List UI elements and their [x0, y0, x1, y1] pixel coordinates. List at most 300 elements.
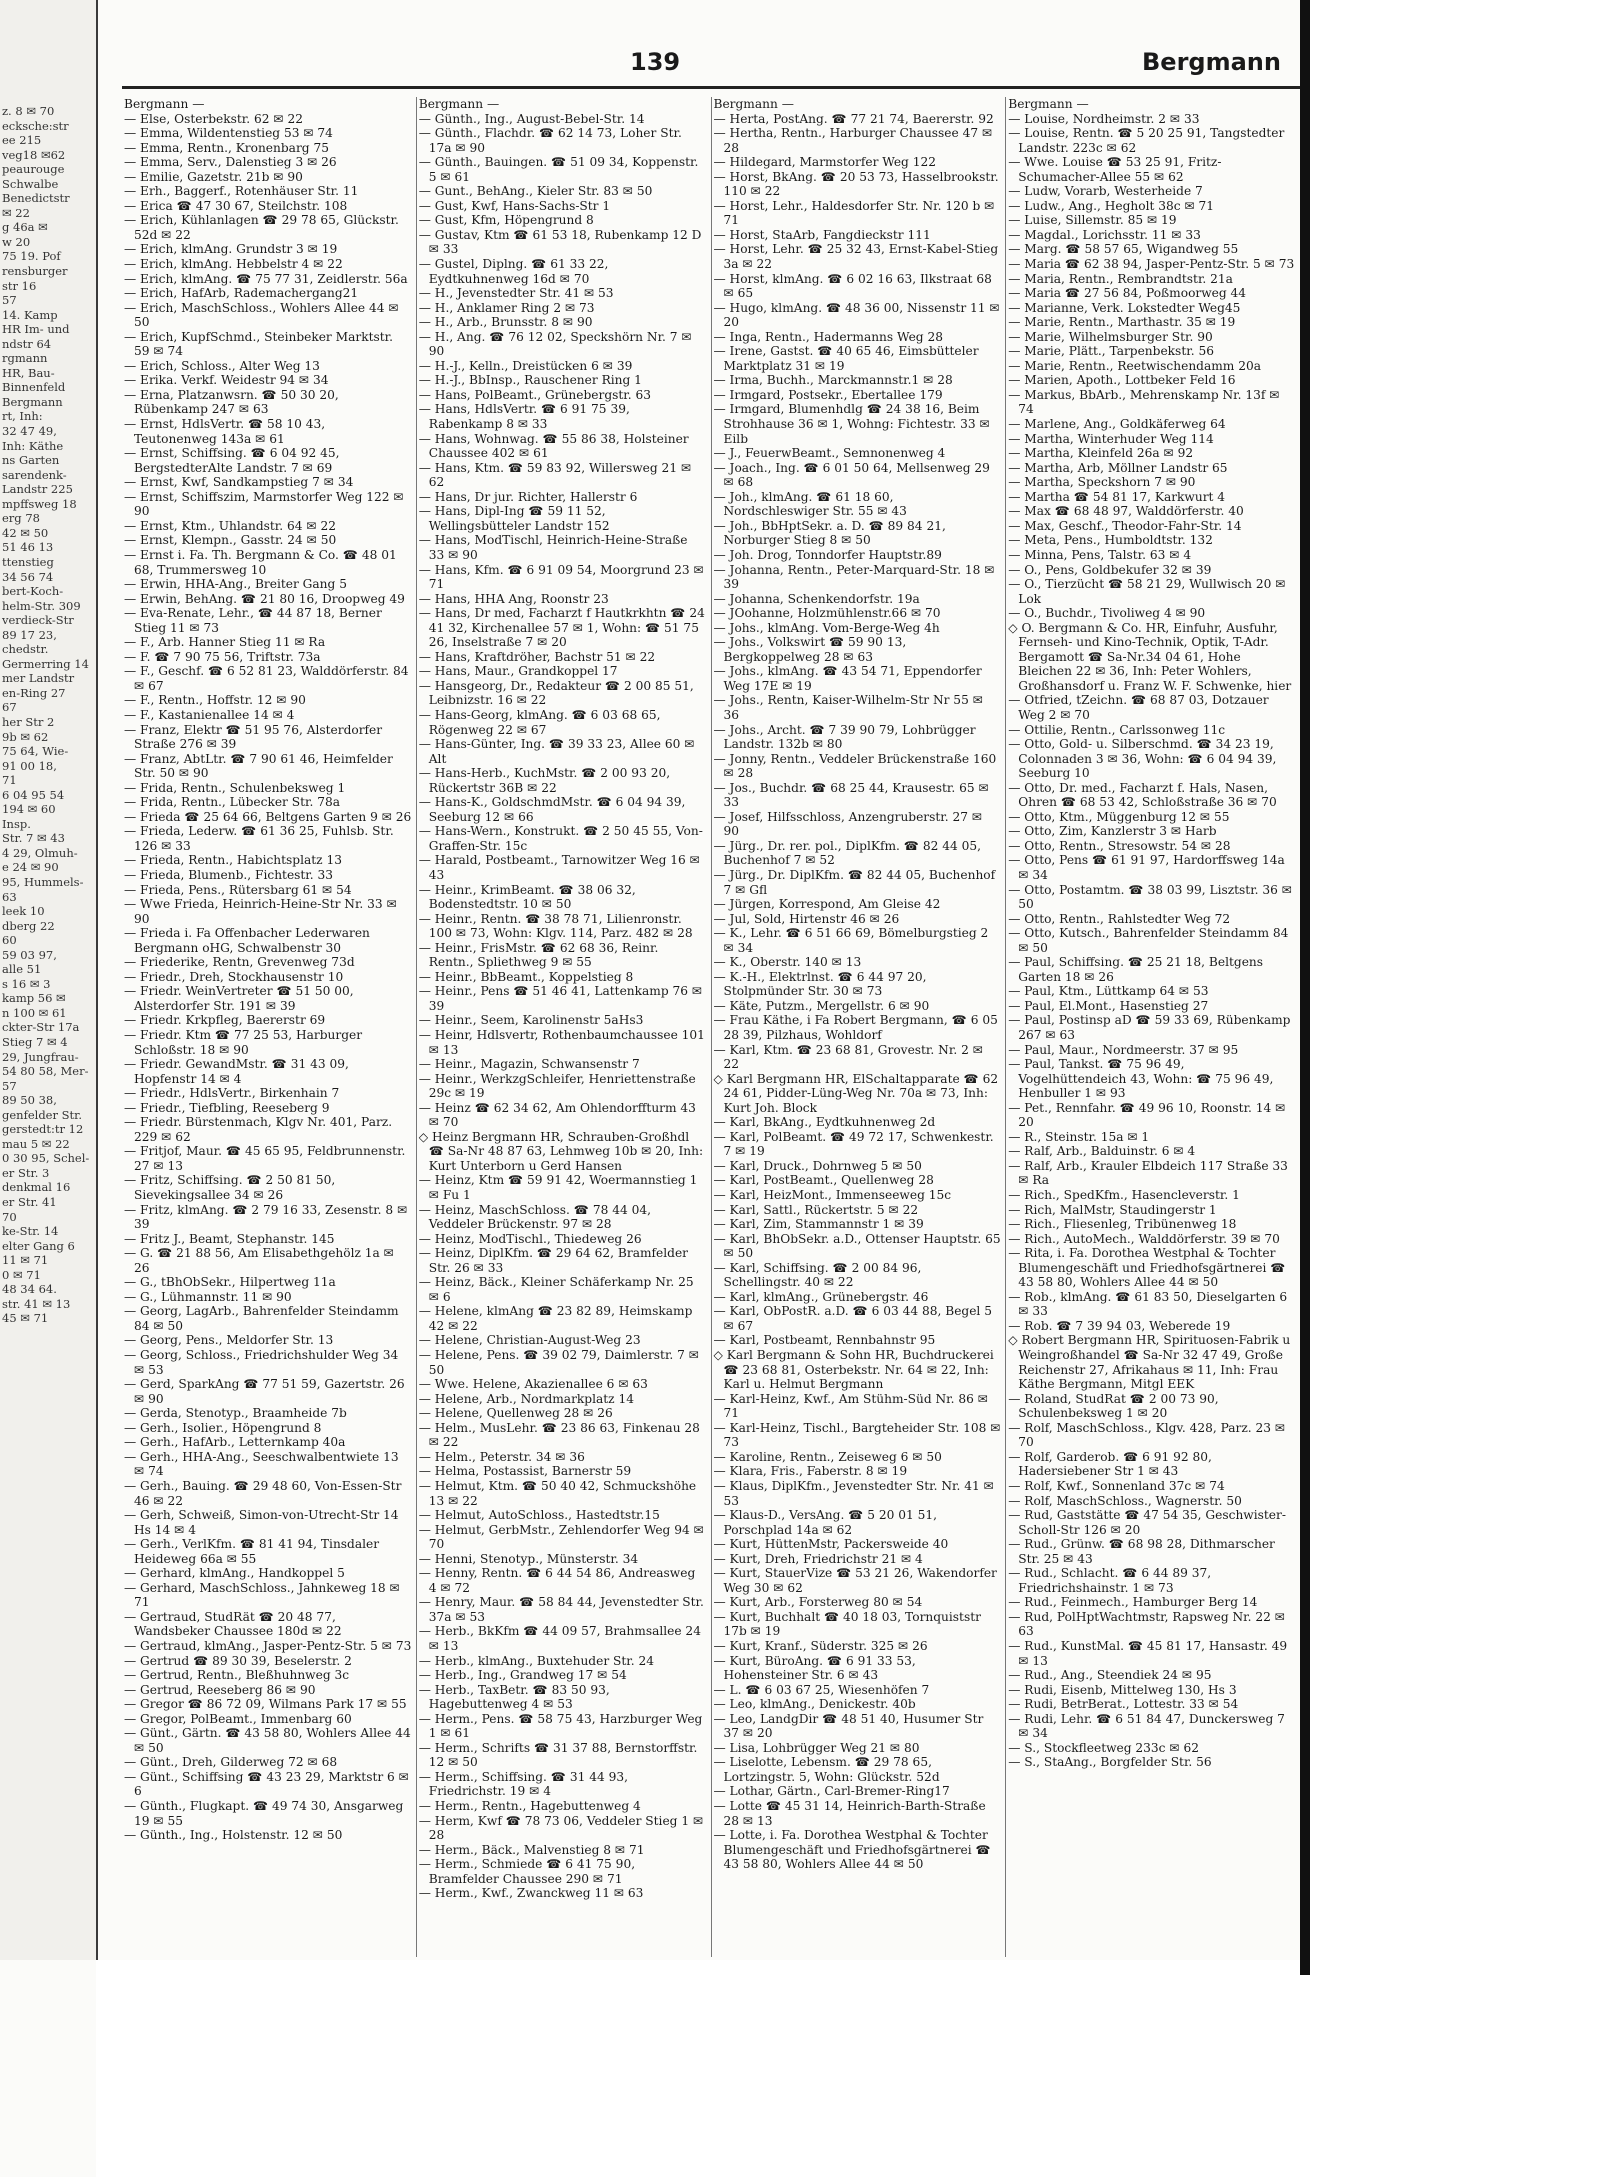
page-edge-bar: [1300, 0, 1310, 1975]
gutter-text-line: ns Garten: [2, 453, 60, 468]
directory-entry: — Gust, Kwf, Hans-Sachs-Str 1: [418, 198, 611, 213]
directory-entry: — Rolf, MaschSchloss., Klgv. 428, Parz. 23 ✉ 70: [1008, 1420, 1286, 1450]
directory-entry: — Marie, Rentn., Marthastr. 35 ✉ 19: [1008, 315, 1236, 330]
directory-entry: — Klaus-D., VersAng. ☎ 5 20 01 51, Porschplad 14a ✉ 62: [713, 1508, 938, 1537]
directory-entry: — G. ☎ 21 88 56, Am Elisabethgehölz 1a ✉ 26: [124, 1246, 394, 1275]
directory-entry: — Karl, ObPostR. a.D. ☎ 6 03 44 88, Begel 5 ✉ 67: [713, 1304, 992, 1333]
directory-entry: — G., Lühmannstr. 11 ✉ 90: [124, 1289, 292, 1304]
directory-entry: — Martha, Speckshorn 7 ✉ 90: [1008, 475, 1196, 490]
directory-entry: — Erh., Baggerf., Rotenhäuser Str. 11: [124, 184, 359, 199]
gutter-text-line: 95, Hummels-: [2, 874, 84, 889]
directory-entry: — Lothar, Gärtn., Carl-Bremer-Ring17: [713, 1784, 950, 1799]
gutter-text-line: 6 04 95 54: [2, 787, 65, 802]
directory-entry: — S., StaAng., Borgfelder Str. 56: [1008, 1755, 1212, 1770]
gutter-text-line: str 16: [2, 278, 37, 293]
directory-entry: — Otto, Zim, Kanzlerstr 3 ✉ Harb: [1008, 824, 1217, 839]
directory-entry: — Herm., Pens. ☎ 58 75 43, Harzburger Weg 1 ✉ 61: [418, 1711, 703, 1741]
directory-entry: — Heinz, Ktm ☎ 59 91 42, Woermannstieg 1 ✉ Fu 1: [418, 1173, 698, 1203]
directory-entry: — Erich, klmAng. ☎ 75 77 31, Zeidlerstr. 56a: [124, 271, 408, 286]
directory-entry: — Maria, Rentn., Rembrandtstr. 21a: [1008, 271, 1233, 286]
directory-entry: — Erich, klmAng. Hebbelstr 4 ✉ 22: [124, 257, 343, 272]
directory-entry: — Karl-Heinz, Kwf., Am Stühm-Süd Nr. 86 ✉ 71: [713, 1391, 988, 1421]
directory-entry: — Heinz, MaschSchloss. ☎ 78 44 04, Veddeler Brückenstr. 97 ✉ 28: [418, 1202, 651, 1232]
directory-entry: — Ralf, Arb., Krauler Elbdeich 117 Straße 33 ✉ Ra: [1008, 1158, 1288, 1188]
gutter-text-line: 42 ✉ 50: [2, 525, 49, 540]
gutter-text-line: ecksche:str: [2, 118, 69, 133]
gutter-text-line: sarendenk-: [2, 467, 67, 482]
gutter-text-line: 9b ✉ 62: [2, 729, 49, 744]
directory-entry: — Hans, ModTischl, Heinrich-Heine-Straße 33 ✉ 90: [418, 533, 688, 562]
directory-entry: — Frieda i. Fa Offenbacher Lederwaren Bergmann oHG, Schwalbenstr 30: [124, 926, 370, 955]
gutter-text-line: kamp 56 ✉: [2, 991, 66, 1006]
directory-entry: — Marie, Rentn., Reetwischendamm 20a: [1008, 358, 1261, 373]
directory-entry: — Helma, Postassist, Barnerstr 59: [418, 1464, 632, 1479]
directory-entry: — Gertrud, Reeseberg 86 ✉ 90: [124, 1682, 316, 1697]
gutter-text-line: 59 03 97,: [2, 947, 57, 962]
gutter-text-line: 34 56 74: [2, 569, 54, 584]
directory-entry: — Helene, Pens. ☎ 39 02 79, Daimlerstr. 7 ✉ 50: [418, 1348, 700, 1377]
directory-entry: — Hans, Dipl-Ing ☎ 59 11 52, Wellingsbütteler Landstr 152: [418, 504, 610, 533]
gutter-text-line: her Str 2: [2, 714, 55, 729]
directory-entry: — Günth., Ing., August-Bebel-Str. 14: [418, 111, 645, 126]
directory-entry: — Paul, Ktm., Lüttkamp 64 ✉ 53: [1008, 984, 1209, 999]
column-header: Bergmann —: [713, 97, 794, 111]
column-1: [122, 97, 416, 1957]
directory-entry: — Ernst, Schiffszim, Marmstorfer Weg 122 ✉ 90: [124, 489, 404, 519]
directory-entry: — Hans, HdlsVertr. ☎ 6 91 75 39, Rabenkamp 8 ✉ 33: [418, 402, 630, 432]
page-bottom-margin: [96, 1960, 1300, 2177]
directory-entry: — Rich., Fliesenleg, Tribünenweg 18: [1008, 1217, 1237, 1232]
directory-entry: — Henni, Stenotyp., Münsterstr. 34: [418, 1551, 639, 1566]
directory-entry: — Erika. Verkf. Weidestr 94 ✉ 34: [124, 373, 329, 388]
directory-entry: — Erich, klmAng. Grundstr 3 ✉ 19: [124, 242, 338, 257]
directory-entry: — Wwe Frieda, Heinrich-Heine-Str Nr. 33 ✉ 90: [124, 897, 397, 926]
directory-entry: — Herm., Rentn., Hagebuttenweg 4: [418, 1798, 641, 1813]
directory-entry: — Rich, MalMstr, Staudingerstr 1: [1008, 1202, 1217, 1217]
directory-entry: — Joh., klmAng. ☎ 61 18 60, Nordschleswiger Str. 55 ✉ 43: [713, 489, 907, 519]
header-rule: [122, 86, 1300, 89]
directory-entry: — Jos., Buchdr. ☎ 68 25 44, Krausestr. 65 ✉ 33: [713, 780, 989, 810]
gutter-text-line: mau 5 ✉ 22: [2, 1136, 70, 1151]
gutter-text-line: denkmal 16: [2, 1180, 71, 1195]
directory-entry: — Erna, Platzanwsrn. ☎ 50 30 20, Rübenkamp 247 ✉ 63: [124, 387, 339, 417]
directory-entry: — H., Anklamer Ring 2 ✉ 73: [418, 300, 595, 315]
directory-entry: — K.-H., Elektrlnst. ☎ 6 44 97 20, Stolpmünder Str. 30 ✉ 73: [713, 969, 927, 999]
directory-entry: — Rolf, Kwf., Sonnenland 37c ✉ 74: [1008, 1478, 1225, 1493]
directory-entry: — Kurt, HüttenMstr, Packersweide 40: [713, 1537, 949, 1552]
directory-entry: — Ernst, Klempn., Gasstr. 24 ✉ 50: [124, 533, 337, 548]
directory-entry: — Hans-Günter, Ing. ☎ 39 33 23, Allee 60 ✉ Alt: [418, 737, 695, 766]
directory-entry: — Erica ☎ 47 30 67, Steilchstr. 108: [124, 198, 348, 213]
gutter-text-line: 194 ✉ 60: [2, 802, 56, 817]
gutter-text-line: Germerring 14: [2, 656, 89, 671]
directory-entry: — Herb., klmAng., Buxtehuder Str. 24: [418, 1653, 655, 1668]
directory-entry: — Erich, HafArb, Rademachergang21: [124, 286, 359, 301]
directory-entry: — Frieda, Blumenb., Fichtestr. 33: [124, 867, 334, 882]
gutter-text-line: 51 46 13: [2, 540, 54, 555]
gutter-text-line: ✉ 22: [2, 205, 30, 220]
directory-entry: — Jürgen, Korrespond, Am Gleise 42: [713, 897, 941, 912]
directory-entry: — Joh. Drog, Tonndorfer Hauptstr.89: [713, 547, 942, 562]
directory-entry: — Heinr., Rentn. ☎ 38 78 71, Lilienronstr. 100 ✉ 73, Wohn: Klgv. 114, Parz. 482 ✉ 28: [418, 911, 693, 941]
directory-entry: — Rolf, MaschSchloss., Wagnerstr. 50: [1008, 1493, 1242, 1508]
gutter-text-line: genfelder Str.: [2, 1107, 83, 1122]
column-3: [712, 97, 1006, 1957]
directory-entry: — Marie, Wilhelmsburger Str. 90: [1008, 329, 1213, 344]
directory-entry: — Herm., Schiffsing. ☎ 31 44 93, Friedrichstr. 19 ✉ 4: [418, 1769, 628, 1799]
column-header: Bergmann —: [124, 97, 205, 111]
gutter-text-line: 0 ✉ 71: [2, 1267, 41, 1282]
gutter-text-line: en-Ring 27: [2, 685, 66, 700]
directory-entry: — Karl, klmAng., Grünebergstr. 46: [713, 1289, 929, 1304]
directory-entry: — Helm., MusLehr. ☎ 23 86 63, Finkenau 28 ✉ 22: [418, 1420, 700, 1450]
directory-entry: — Karl, BhObSekr. a.D., Ottenser Hauptstr. 65 ✉ 50: [713, 1231, 1001, 1261]
directory-entry: — Franz, AbtLtr. ☎ 7 90 61 46, Heimfelder Str. 50 ✉ 90: [124, 751, 393, 781]
directory-entry: — Gerh., Bauing. ☎ 29 48 60, Von-Essen-Str 46 ✉ 22: [124, 1478, 402, 1508]
directory-entry: — Gerd, SparkAng ☎ 77 51 59, Gazertstr. 26 ✉ 90: [124, 1377, 405, 1406]
directory-entry: — Hans-Herb., KuchMstr. ☎ 2 00 93 20, Rückertstr 36B ✉ 22: [418, 766, 671, 795]
directory-entry: — J., FeuerwBeamt., Semnonenweg 4: [713, 446, 946, 461]
directory-entry: — Minna, Pens, Talstr. 63 ✉ 4: [1008, 547, 1192, 562]
directory-entry: — Otto, Gold- u. Silberschmd. ☎ 34 23 19, Colonnaden 3 ✉ 36, Wohn: ☎ 6 04 94 39, Seeburg 10: [1008, 737, 1277, 781]
directory-entry: — Gregor, PolBeamt., Immenbarg 60: [124, 1711, 352, 1726]
gutter-text-line: z. 8 ✉ 70: [2, 104, 55, 118]
gutter-text-line: g 46a ✉: [2, 220, 48, 235]
directory-entry: — Helmut, GerbMstr., Zehlendorfer Weg 94 ✉ 70: [418, 1522, 704, 1552]
directory-entry: — Ottilie, Rentn., Carlssonweg 11c: [1008, 722, 1226, 737]
directory-entry: — Max, Geschf., Theodor-Fahr-Str. 14: [1008, 518, 1242, 533]
gutter-text-line: ndstr 64: [2, 336, 52, 351]
directory-entry: — K., Lehr. ☎ 6 51 66 69, Bömelburgstieg 2 ✉ 34: [713, 926, 989, 955]
directory-entry: — Henny, Rentn. ☎ 6 44 54 86, Andreasweg 4 ✉ 72: [418, 1566, 696, 1595]
directory-entry: — Inga, Rentn., Hadermanns Weg 28: [713, 329, 943, 344]
gutter-text-line: w 20: [2, 234, 31, 249]
directory-entry: — Emma, Serv., Dalenstieg 3 ✉ 26: [124, 155, 337, 170]
directory-entry: — Emilie, Gazetstr. 21b ✉ 90: [124, 169, 303, 184]
directory-entry: — Heinr., Seem, Karolinenstr 5aHs3: [418, 1013, 644, 1028]
directory-entry: — Günth., Flugkapt. ☎ 49 74 30, Ansgarweg 19 ✉ 55: [124, 1798, 404, 1828]
directory-entry: — Horst, klmAng. ☎ 6 02 16 63, Ilkstraat 68 ✉ 65: [713, 271, 992, 301]
gutter-text-line: rgmann: [2, 351, 48, 366]
directory-entry: — F. ☎ 7 90 75 56, Triftstr. 73a: [124, 649, 321, 664]
gutter-text-line: er Str. 3: [2, 1165, 50, 1180]
directory-entry: — L. ☎ 6 03 67 25, Wiesenhöfen 7: [713, 1682, 930, 1697]
directory-entry: — Helene, Christian-August-Weg 23: [418, 1333, 641, 1348]
directory-entry: — Hugo, klmAng. ☎ 48 36 00, Nissenstr 11 ✉ 20: [713, 300, 1000, 330]
directory-entry: ◇ O. Bergmann & Co. HR, Einfuhr, Ausfuhr, Fernseh- und Kino-Technik, Optik, T-Adr. Bergamott ☎ Sa-Nr.34 04 61, Hohe Bleichen 22 ✉ 36, Inh: Peter Wohlers, Großhansdorf u. Franz W. F. Schwenke, hier: [1008, 620, 1292, 693]
directory-entry: — Henry, Maur. ☎ 58 84 44, Jevenstedter Str. 37a ✉ 53: [418, 1595, 704, 1624]
directory-entry: — Max ☎ 68 48 97, Walddörferstr. 40: [1008, 504, 1244, 519]
directory-entry: — Gust, Kfm, Höpengrund 8: [418, 213, 594, 228]
directory-entry: — Georg, Pens., Meldorfer Str. 13: [124, 1333, 334, 1348]
directory-entry: — Leo, LandgDir ☎ 48 51 40, Husumer Str 37 ✉ 20: [713, 1711, 984, 1741]
gutter-text-line: rensburger: [2, 264, 68, 279]
directory-entry: — Rudi, Eisenb, Mittelweg 130, Hs 3: [1008, 1682, 1237, 1697]
gutter-text-line: veg18 ✉62: [2, 147, 66, 162]
gutter-text-line: peaurouge: [2, 162, 65, 177]
directory-entry: — Irma, Buchh., Marckmannstr.1 ✉ 28: [713, 373, 953, 388]
gutter-text-line: ckter-Str 17a: [2, 1020, 80, 1035]
directory-entry: — Gertraud, klmAng., Jasper-Pentz-Str. 5 ✉ 73: [124, 1638, 412, 1653]
directory-entry: ◇ Karl Bergmann HR, ElSchaltapparate ☎ 62 24 61, Pidder-Lüng-Weg Nr. 70a ✉ 73, Inh: Kurt Joh. Block: [713, 1071, 999, 1115]
directory-entry: — O., Tierzücht ☎ 58 21 29, Wullwisch 20 ✉ Lok: [1008, 577, 1286, 606]
directory-entry: — Liselotte, Lebensm. ☎ 29 78 65, Lortzingstr. 5, Wohn: Glückstr. 52d: [713, 1755, 940, 1784]
directory-entry: — Karoline, Rentn., Zeiseweg 6 ✉ 50: [713, 1449, 942, 1464]
directory-entry: — Irmgard, Blumenhdlg ☎ 24 38 16, Beim Strohhause 36 ✉ 1, Wohng: Fichtestr. 33 ✉ Eilb: [713, 402, 990, 446]
directory-entry: — K., Oberstr. 140 ✉ 13: [713, 955, 862, 970]
directory-entry: — O., Buchdr., Tivoliweg 4 ✉ 90: [1008, 606, 1206, 621]
directory-entry: — Herta, PostAng. ☎ 77 21 74, Baererstr. 92: [713, 111, 994, 126]
directory-entry: — Heinr., WerkzgSchleifer, Henriettenstraße 29c ✉ 19: [418, 1071, 696, 1101]
gutter-text-line: 63: [2, 889, 17, 904]
directory-entry: — Ernst, Ktm., Uhlandstr. 64 ✉ 22: [124, 518, 337, 533]
gutter-text-line: Bergmann: [2, 394, 63, 409]
directory-entry: — Helmut, AutoSchloss., Hastedtstr.15: [418, 1508, 660, 1523]
directory-entry: — Johs., klmAng. Vom-Berge-Weg 4h: [713, 620, 940, 635]
directory-entry: — Johs., Volkswirt ☎ 59 90 13, Bergkoppelweg 28 ✉ 63: [713, 635, 907, 664]
directory-entry: — Gertrud ☎ 89 30 39, Beselerstr. 2: [124, 1653, 352, 1668]
gutter-text-line: er Str. 41: [2, 1195, 57, 1210]
directory-entry: — Karl, Sattl., Rückertstr. 5 ✉ 22: [713, 1202, 919, 1217]
directory-entry: — Karl, Zim, Stammannstr 1 ✉ 39: [713, 1217, 924, 1232]
directory-entry: — R., Steinstr. 15a ✉ 1: [1008, 1129, 1150, 1144]
directory-entry: — Magdal., Lorichsstr. 11 ✉ 33: [1008, 227, 1201, 242]
directory-entry: — Ernst i. Fa. Th. Bergmann & Co. ☎ 48 01 68, Trummersweg 10: [124, 547, 397, 577]
directory-entry: — Maria ☎ 62 38 94, Jasper-Pentz-Str. 5 ✉ 73: [1008, 257, 1295, 272]
directory-entry: — Irene, Gastst. ☎ 40 65 46, Eimsbütteler Marktplatz 31 ✉ 19: [713, 344, 979, 373]
gutter-text-line: chedstr.: [2, 642, 49, 657]
directory-entry: — Martha, Winterhuder Weg 114: [1008, 431, 1214, 446]
directory-entry: — Kurt, Dreh, Friedrichstr 21 ✉ 4: [713, 1551, 923, 1566]
directory-entry: — Joach., Ing. ☎ 6 01 50 64, Mellsenweg 29 ✉ 68: [713, 460, 990, 490]
directory-entry: — Heinr., Magazin, Schwansenstr 7: [418, 1057, 640, 1072]
directory-entry: — Paul, Postinsp aD ☎ 59 33 69, Rübenkamp 267 ✉ 63: [1008, 1013, 1291, 1042]
directory-entry: — Erich, Kühlanlagen ☎ 29 78 65, Glückstr. 52d ✉ 22: [124, 213, 399, 242]
gutter-text-line: 57: [2, 293, 17, 308]
directory-entry: — Martha, Arb, Möllner Landstr 65: [1008, 460, 1228, 475]
directory-entry: — Herm., Kwf., Zwanckweg 11 ✉ 63: [418, 1886, 644, 1901]
directory-entry: ◇ Karl Bergmann & Sohn HR, Buchdruckerei ☎ 23 68 81, Osterbekstr. Nr. 64 ✉ 22, Inh: Karl u. Helmut Bergmann: [713, 1348, 994, 1392]
gutter-text-line: 4 29, Olmuh-: [2, 845, 78, 860]
directory-entry: — Karl-Heinz, Tischl., Bargteheider Str. 108 ✉ 73: [713, 1420, 1001, 1450]
directory-entry: — Klara, Fris., Faberstr. 8 ✉ 19: [713, 1464, 908, 1479]
directory-entry: — Lisa, Lohbrügger Weg 21 ✉ 80: [713, 1740, 920, 1755]
directory-entry: — Rud, Gaststätte ☎ 47 54 35, Geschwister-Scholl-Str 126 ✉ 20: [1008, 1508, 1286, 1537]
directory-entry: — Paul, Maur., Nordmeerstr. 37 ✉ 95: [1008, 1042, 1239, 1057]
directory-entry: — Gunt., BehAng., Kieler Str. 83 ✉ 50: [418, 184, 653, 199]
running-head: Bergmann: [1142, 48, 1281, 76]
directory-entry: — Hans, Kfm. ☎ 6 91 09 54, Moorgrund 23 ✉ 71: [418, 562, 704, 592]
directory-entry: — Gregor ☎ 86 72 09, Wilmans Park 17 ✉ 55: [124, 1697, 407, 1712]
directory-entry: — Johs., Archt. ☎ 7 39 90 79, Lohbrügger Landstr. 132b ✉ 80: [713, 722, 976, 752]
directory-entry: — Hans-Wern., Konstrukt. ☎ 2 50 45 55, Von-Graffen-Str. 15c: [418, 824, 703, 853]
directory-entry: — Georg, Schloss., Friedrichshulder Weg 34 ✉ 53: [124, 1348, 399, 1377]
gutter-text-line: str. 41 ✉ 13: [2, 1296, 71, 1311]
page-number: 139: [630, 48, 681, 76]
column-1-entries: [124, 112, 412, 1843]
directory-entry: — Johs., Rentn, Kaiser-Wilhelm-Str Nr 55 ✉ 36: [713, 693, 983, 722]
directory-entry: — Harald, Postbeamt., Tarnowitzer Weg 16 ✉ 43: [418, 853, 700, 882]
gutter-text-line: alle 51: [2, 962, 42, 977]
directory-entry: — Rud., Feinmech., Hamburger Berg 14: [1008, 1595, 1258, 1610]
directory-entry: — Heinz, ModTischl., Thiedeweg 26: [418, 1231, 642, 1246]
directory-entry: — Fritz, klmAng. ☎ 2 79 16 33, Zesenstr. 8 ✉ 39: [124, 1202, 408, 1232]
directory-entry: — Rud., Schlacht. ☎ 6 44 89 37, Friedrichshainstr. 1 ✉ 73: [1008, 1566, 1212, 1595]
directory-entry: — Rob. ☎ 7 39 94 03, Weberede 19: [1008, 1318, 1231, 1333]
directory-entry: — Friedr., HdlsVertr., Birkenhain 7: [124, 1086, 340, 1101]
directory-entry: — Kurt, Buchhalt ☎ 40 18 03, Tornquiststr 17b ✉ 19: [713, 1609, 981, 1639]
directory-entry: — Frieda, Rentn., Habichtsplatz 13: [124, 853, 342, 868]
directory-entry: — Lotte ☎ 45 31 14, Heinrich-Barth-Straße 28 ✉ 13: [713, 1798, 986, 1828]
directory-entry: — Helm., Peterstr. 34 ✉ 36: [418, 1449, 585, 1464]
directory-entry: — Joh., BbHptSekr. a. D. ☎ 89 84 21, Norburger Stieg 8 ✉ 50: [713, 518, 946, 548]
directory-entry: — Jürg., Dr. rer. pol., DiplKfm. ☎ 82 44 05, Buchenhof 7 ✉ 52: [713, 838, 981, 868]
directory-entry: — Gerhard, klmAng., Handkoppel 5: [124, 1566, 345, 1581]
directory-entry: — Heinr., FrisMstr. ☎ 62 68 36, Reinr. Rentn., Spliethweg 9 ✉ 55: [418, 940, 659, 970]
directory-entry: — Else, Osterbekstr. 62 ✉ 22: [124, 111, 304, 126]
directory-entry: — Erwin, HHA-Ang., Breiter Gang 5: [124, 577, 347, 592]
directory-entry: — Franz, Elektr ☎ 51 95 76, Alsterdorfer Straße 276 ✉ 39: [124, 722, 383, 752]
directory-entry: — Gerh., HHA-Ang., Seeschwalbentwiete 13 ✉ 74: [124, 1449, 399, 1479]
directory-entry: — Friedr. GewandMstr. ☎ 31 43 09, Hopfenstr 14 ✉ 4: [124, 1057, 349, 1086]
directory-entry: — Günt., Schiffsing ☎ 43 23 29, Marktstr 6 ✉ 6: [124, 1769, 409, 1799]
directory-entry: — F., Rentn., Hoffstr. 12 ✉ 90: [124, 693, 306, 708]
directory-entry: — Hans-Georg, klmAng. ☎ 6 03 68 65, Rögenweg 22 ✉ 67: [418, 707, 661, 737]
directory-entry: — Marien, Apoth., Lottbeker Feld 16: [1008, 373, 1236, 388]
gutter-text-line: ke-Str. 14: [2, 1224, 59, 1239]
directory-entry: — Horst, Lehr., Haldesdorfer Str. Nr. 120 b ✉ 71: [713, 198, 995, 228]
directory-entry: — Pet., Rennfahr. ☎ 49 96 10, Roonstr. 14 ✉ 20: [1008, 1100, 1286, 1130]
directory-entry: — Kurt, Kranf., Süderstr. 325 ✉ 26: [713, 1638, 928, 1653]
directory-entry: — Karl, Ktm. ☎ 23 68 81, Grovestr. Nr. 2 ✉ 22: [713, 1042, 983, 1072]
directory-entry: — Günt., Dreh, Gilderweg 72 ✉ 68: [124, 1755, 338, 1770]
directory-entry: — Herb., Ing., Grandweg 17 ✉ 54: [418, 1668, 627, 1683]
gutter-text-line: Insp.: [2, 816, 31, 831]
directory-entry: — S., Stockfleetweg 233c ✉ 62: [1008, 1740, 1199, 1755]
directory-entry: — Martha ☎ 54 81 17, Karkwurt 4: [1008, 489, 1226, 504]
directory-entry: — Rita, i. Fa. Dorothea Westphal & Tochter Blumengeschäft und Friedhofsgärtnerei ☎ 43 58 80, Wohlers Allee 44 ✉ 50: [1008, 1246, 1286, 1290]
directory-entry: — Hans, Dr med, Facharzt f Hautkrkhtn ☎ 24 41 32, Kirchenallee 57 ✉ 1, Wohn: ☎ 51 75 26, Inselstraße 7 ✉ 20: [418, 606, 705, 650]
gutter-text-line: Stieg 7 ✉ 4: [2, 1035, 68, 1049]
directory-entry: — Herm., Bäck., Malvenstieg 8 ✉ 71: [418, 1842, 645, 1857]
directory-entry: — Günth., Ing., Holstenstr. 12 ✉ 50: [124, 1828, 343, 1843]
directory-entry: — Frieda ☎ 25 64 66, Beltgens Garten 9 ✉ 26: [124, 809, 412, 824]
directory-entry: — Heinz, Bäck., Kleiner Schäferkamp Nr. 25 ✉ 6: [418, 1275, 694, 1304]
gutter-text-line: 91 00 18,: [2, 758, 57, 773]
directory-entry: — H., Jevenstedter Str. 41 ✉ 53: [418, 286, 614, 301]
directory-entry: — Hans, HHA Ang, Roonstr 23: [418, 591, 609, 606]
directory-entry: — Friedr. Ktm ☎ 77 25 53, Harburger Schloßstr. 18 ✉ 90: [124, 1028, 363, 1057]
directory-entry: — Josef, Hilfsschloss, Anzengruberstr. 27 ✉ 90: [713, 809, 983, 839]
directory-entry: — Gertraud, StudRät ☎ 20 48 77, Wandsbeker Chaussee 180d ✉ 22: [124, 1609, 342, 1639]
directory-entry: — Frau Käthe, i Fa Robert Bergmann, ☎ 6 05 28 39, Pilzhaus, Wohldorf: [713, 1013, 998, 1042]
directory-entry: — Klaus, DiplKfm., Jevenstedter Str. Nr. 41 ✉ 53: [713, 1478, 994, 1508]
directory-entry: — Johanna, Rentn., Peter-Marquard-Str. 18 ✉ 39: [713, 562, 995, 592]
directory-entry: — Horst, Lehr. ☎ 25 32 43, Ernst-Kabel-Stieg 3a ✉ 22: [713, 242, 999, 272]
directory-entry: — Paul, Schiffsing. ☎ 25 21 18, Beltgens Garten 18 ✉ 26: [1008, 955, 1264, 984]
directory-entry: — Günt., Gärtn. ☎ 43 58 80, Wohlers Allee 44 ✉ 50: [124, 1726, 411, 1755]
gutter-text-line: 89 17 23,: [2, 627, 57, 642]
gutter-text-line: Landstr 225: [2, 482, 73, 497]
gutter-text-line: 60: [2, 933, 17, 948]
gutter-text-line: 67: [2, 700, 17, 715]
directory-entry: — Kurt, Arb., Forsterweg 80 ✉ 54: [713, 1595, 923, 1610]
directory-entry: — Irmgard, Postsekr., Ebertallee 179: [713, 387, 943, 402]
directory-entry: — Herm, Kwf ☎ 78 73 06, Veddeler Stieg 1 ✉ 28: [418, 1813, 704, 1843]
directory-entry: — Karl, BkAng., Eydtkuhnenweg 2d: [713, 1115, 936, 1130]
adjacent-page-gutter: [0, 0, 98, 1960]
directory-entry: — Martha, Kleinfeld 26a ✉ 92: [1008, 446, 1194, 461]
gutter-text-line: n 100 ✉ 61: [2, 1005, 67, 1020]
directory-entry: — Heinr., KrimBeamt. ☎ 38 06 32, Bodenstedtstr. 10 ✉ 50: [418, 882, 636, 912]
directory-entry: — Fritz, Schiffsing. ☎ 2 50 81 50, Sievekingsallee 34 ✉ 26: [124, 1173, 336, 1203]
directory-entry: — Heinr., Pens ☎ 51 46 41, Lattenkamp 76 ✉ 39: [418, 984, 703, 1013]
right-margin: [1300, 0, 1600, 2177]
directory-entry: — Gerh., HafArb., Letternkamp 40a: [124, 1435, 346, 1450]
directory-entry: — Rud., Grünw. ☎ 68 98 28, Dithmarscher Str. 25 ✉ 43: [1008, 1537, 1275, 1566]
directory-entry: — H.-J., BbInsp., Rauschener Ring 1: [418, 373, 642, 388]
directory-entry: — Helene, Quellenweg 28 ✉ 26: [418, 1406, 613, 1421]
directory-entry: — Marlene, Ang., Goldkäferweg 64: [1008, 417, 1226, 432]
directory-entry: — Gustel, Diplng. ☎ 61 33 22, Eydtkuhnenweg 16d ✉ 70: [418, 257, 609, 286]
column-header: Bergmann —: [418, 97, 500, 111]
directory-entry: — Meta, Pens., Humboldtstr. 132: [1008, 533, 1213, 548]
directory-entry: — Rud., Ang., Steendiek 24 ✉ 95: [1008, 1668, 1212, 1683]
directory-entry: — Frieda, Pens., Rütersbarg 61 ✉ 54: [124, 882, 352, 897]
gutter-text-line: 70: [2, 1209, 17, 1224]
column-header: Bergmann —: [1008, 97, 1089, 111]
directory-entry: — Karl, Druck., Dohrnweg 5 ✉ 50: [713, 1158, 922, 1173]
gutter-text-line: dberg 22: [2, 918, 55, 933]
directory-entry: — Wwe. Louise ☎ 53 25 91, Fritz-Schumacher-Allee 55 ✉ 62: [1008, 155, 1222, 184]
gutter-text-line: 75 19. Pof: [2, 249, 61, 264]
directory-entry: — Markus, BbArb., Mehrenskamp Nr. 13f ✉ 74: [1008, 387, 1280, 417]
directory-entry: — Hildegard, Marmstorfer Weg 122: [713, 155, 936, 170]
directory-entry: — Rich., SpedKfm., Hasencleverstr. 1: [1008, 1188, 1240, 1203]
directory-entry: — Ralf, Arb., Balduinstr. 6 ✉ 4: [1008, 1144, 1196, 1159]
directory-entry: — H., Arb., Brunsstr. 8 ✉ 90: [418, 315, 593, 330]
gutter-text-line: leek 10: [2, 904, 45, 919]
directory-entry: — Helene, klmAng ☎ 23 82 89, Heimskamp 42 ✉ 22: [418, 1304, 693, 1333]
directory-entry: — Helmut, Ktm. ☎ 50 40 42, Schmuckshöhe 13 ✉ 22: [418, 1478, 697, 1508]
directory-entry: ◇ Robert Bergmann HR, Spirituosen-Fabrik u Weingroßhandel ☎ Sa-Nr 32 47 49, Große Reichenstr 27, Afrikahaus ✉ 11, Inh: Frau Käthe Bergmann, Mitgl EEK: [1008, 1333, 1291, 1392]
directory-entry: — Rudi, Lehr. ☎ 6 51 84 47, Dunckersweg 7 ✉ 34: [1008, 1711, 1285, 1741]
gutter-text-line: gerstedt:tr 12: [2, 1122, 84, 1137]
directory-entry: — Hans-K., GoldschmdMstr. ☎ 6 04 94 39, Seeburg 12 ✉ 66: [418, 795, 686, 824]
gutter-text-line: helm-Str. 309: [2, 598, 81, 613]
directory-entry: — Roland, StudRat ☎ 2 00 73 90, Schulenbeksweg 1 ✉ 20: [1008, 1391, 1219, 1421]
directory-entry: — Jonny, Rentn., Veddeler Brückenstraße 160 ✉ 28: [713, 751, 997, 781]
directory-entry: — Karl, Schiffsing. ☎ 2 00 84 96, Schellingstr. 40 ✉ 22: [713, 1260, 922, 1290]
directory-entry: — Hans, PolBeamt., Grünebergstr. 63: [418, 387, 652, 402]
directory-entry: — Herm., Schmiede ☎ 6 41 75 90, Bramfelder Chaussee 290 ✉ 71: [418, 1857, 636, 1886]
directory-entry: — Frida, Rentn., Lübecker Str. 78a: [124, 795, 340, 810]
directory-entry: — Erich, Schloss., Alter Weg 13: [124, 358, 320, 373]
directory-entry: — Jürg., Dr. DiplKfm. ☎ 82 44 05, Buchenhof 7 ✉ Gfl: [713, 867, 996, 897]
gutter-text-line: 0 30 95, Schel-: [2, 1151, 90, 1166]
directory-entry: — Gerh, Schweiß, Simon-von-Utrecht-Str 14 Hs 14 ✉ 4: [124, 1508, 399, 1537]
directory-entry: — F., Kastanienallee 14 ✉ 4: [124, 707, 295, 722]
directory-entry: — Friedr. Bürstenmach, Klgv Nr. 401, Parz. 229 ✉ 62: [124, 1115, 393, 1144]
directory-entry: — Herb., TaxBetr. ☎ 83 50 93, Hagebuttenweg 4 ✉ 53: [418, 1682, 610, 1712]
directory-entry: — Louise, Nordheimstr. 2 ✉ 33: [1008, 111, 1200, 126]
directory-entry: — Rob., klmAng. ☎ 61 83 50, Dieselgarten 6 ✉ 33: [1008, 1289, 1288, 1319]
directory-entry: — Friedr., Dreh, Stockhausenstr 10: [124, 969, 344, 984]
directory-entry: — Paul, El.Mont., Hasenstieg 27: [1008, 998, 1209, 1013]
directory-entry: — Friedr. Krkpfleg, Baererstr 69: [124, 1013, 326, 1028]
directory-entry: — Ernst, Schiffsing. ☎ 6 04 92 45, BergstedterAlte Landstr. 7 ✉ 69: [124, 446, 340, 475]
directory-entry: — Erich, MaschSchloss., Wohlers Allee 44 ✉ 50: [124, 300, 399, 330]
